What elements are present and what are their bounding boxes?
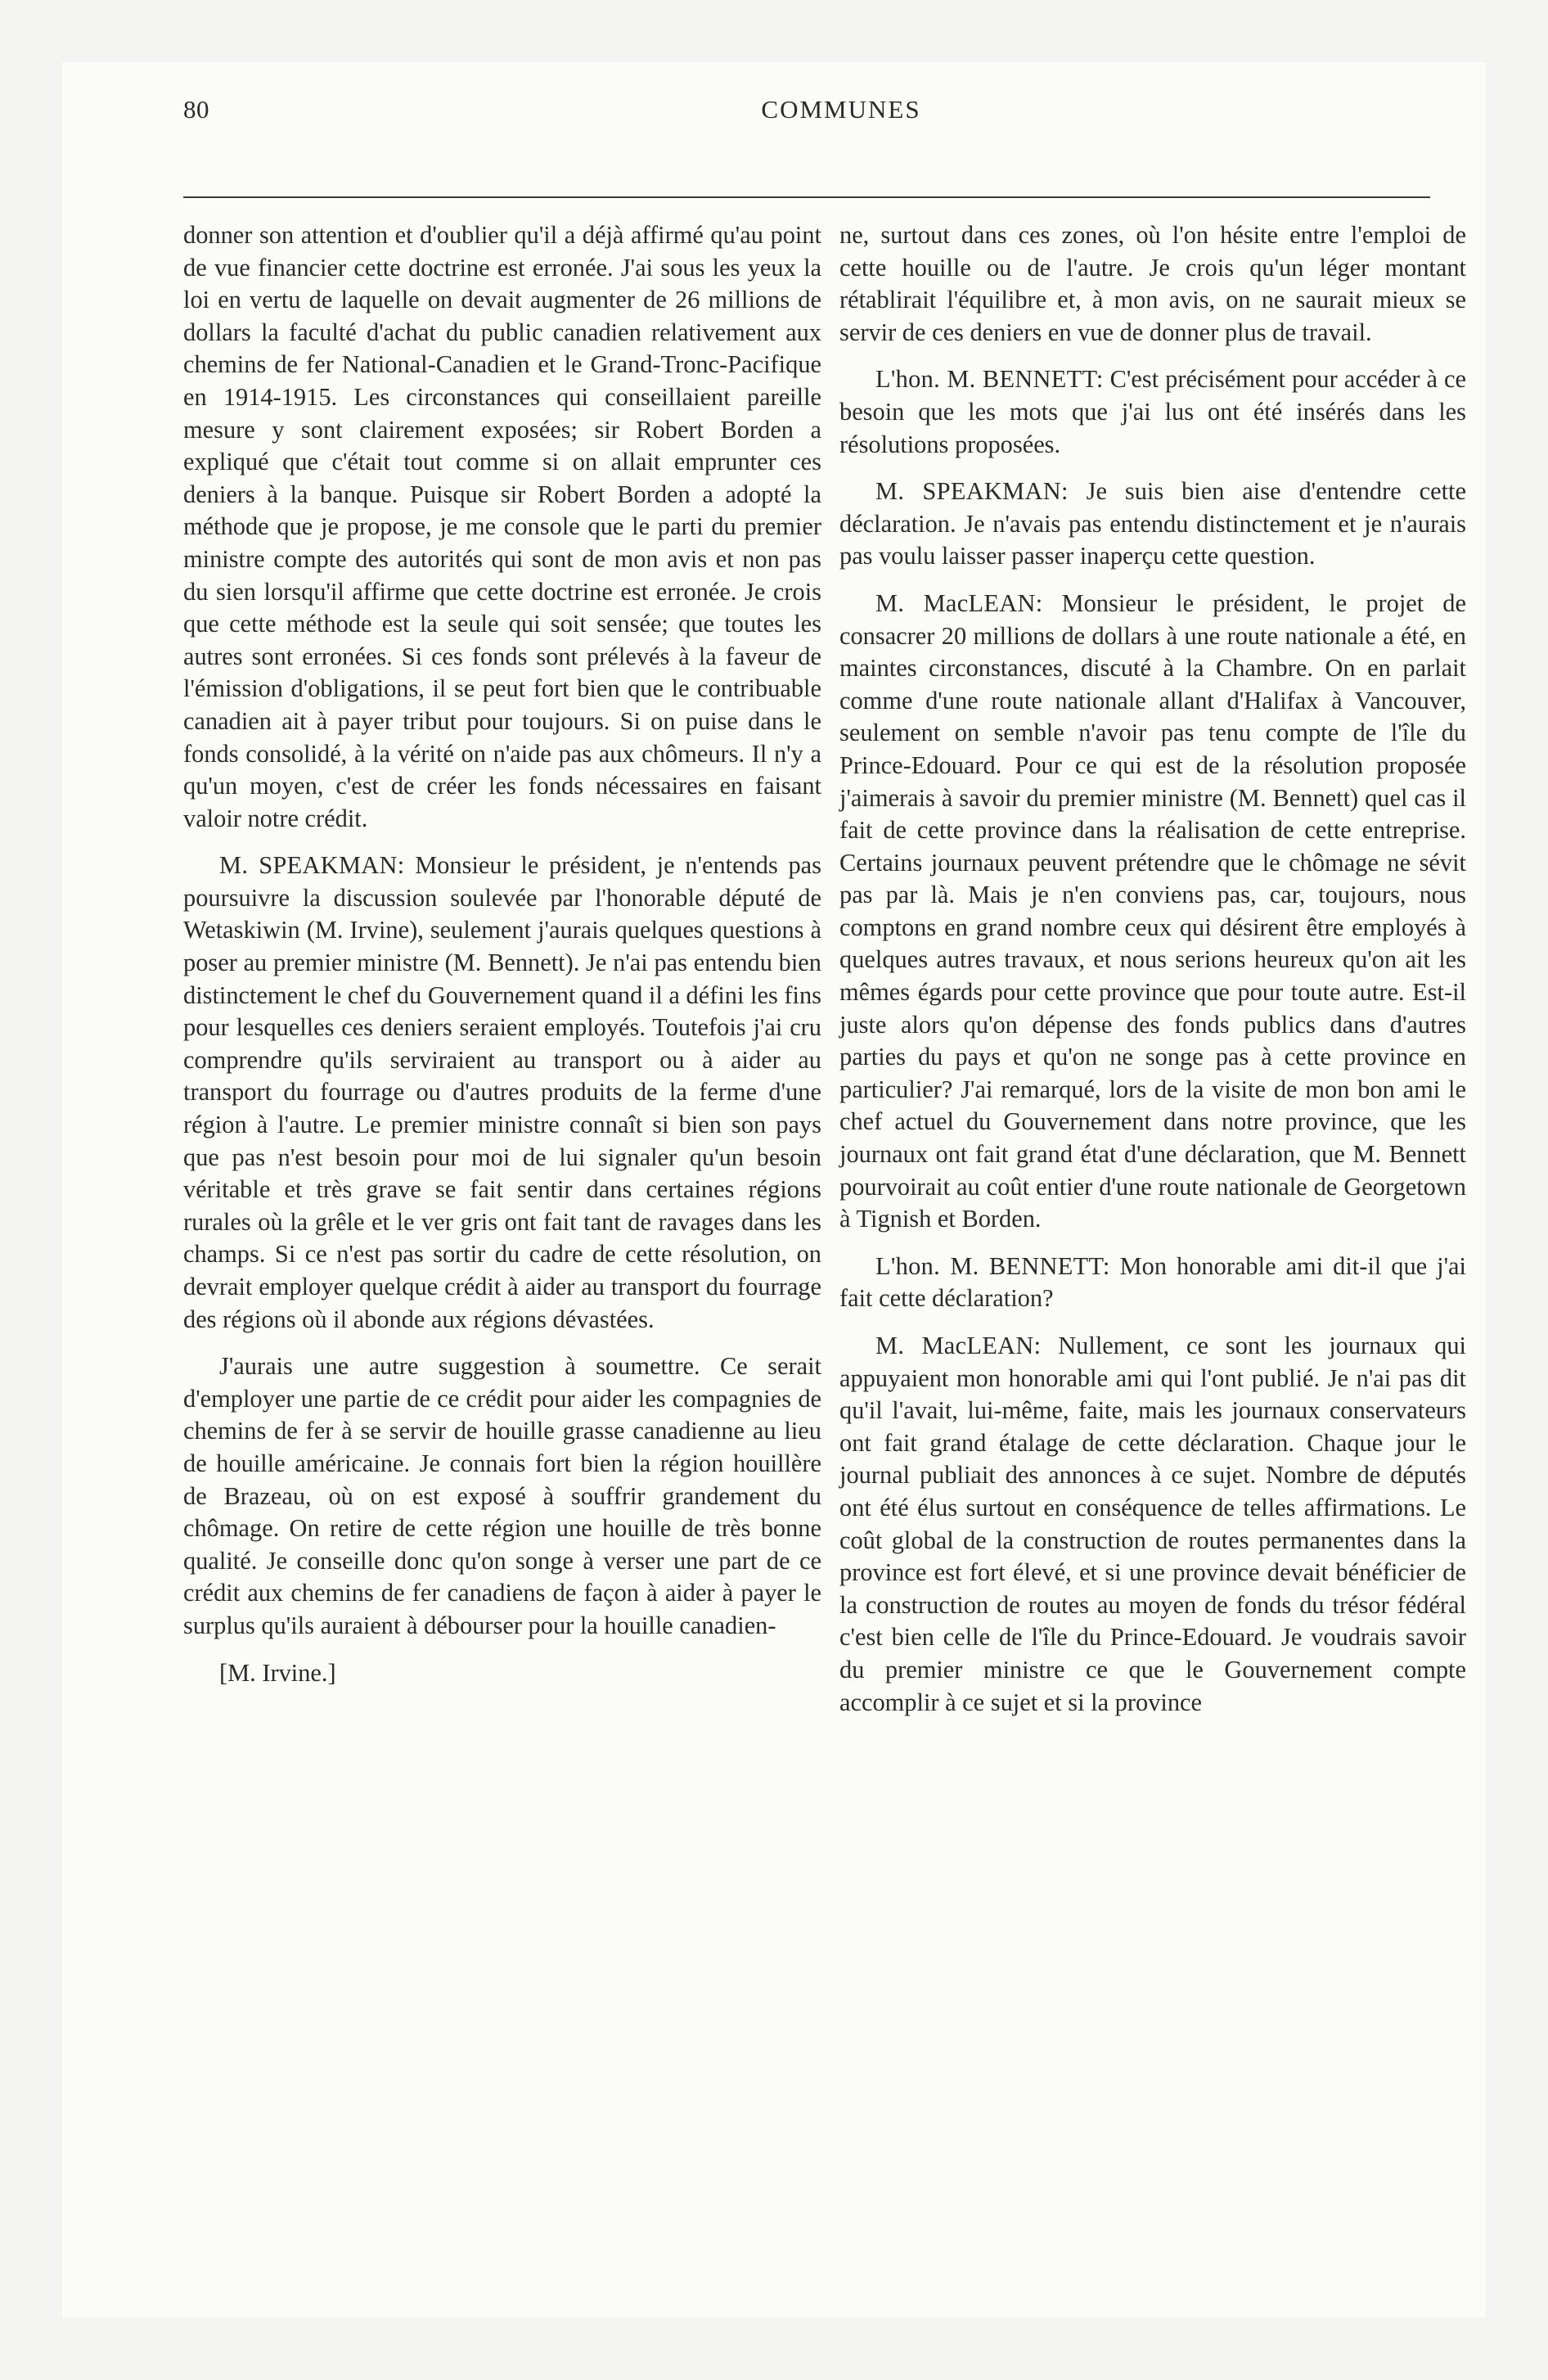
speaker-footer-note: [M. Irvine.] xyxy=(219,1658,336,1687)
page-header xyxy=(183,87,1499,136)
paragraph: ne, surtout dans ces zones, où l'on hésite entre l'emploi de cette houille ou de l'autre. Je crois qu'un léger montant rétablirait l'équilibre et, à mon avis, on ne saurait mieux se servir de ces deniers en vue de donner plus de travail. xyxy=(839,221,1466,346)
paragraph-text: Mon honorable ami dit-il que j'ai fait cette déclaration? xyxy=(839,1251,1466,1313)
speaker-name: L'hon. M. BENNETT: xyxy=(875,365,1104,394)
right-column xyxy=(839,219,1466,1733)
speaker-name: M. MacLEAN: xyxy=(875,1332,1042,1359)
left-column xyxy=(183,219,821,1689)
page-number: 80 xyxy=(183,95,209,124)
paragraph xyxy=(839,363,1466,461)
paragraph: donner son attention et d'oublier qu'il a déjà affirmé qu'au point de vue financier cette doctrine est erronée. J'ai sous les yeux la loi en vertu de laquelle on devait augmenter de 26 millions de dollars la faculté d'achat du public canadien relativement aux chemins de fer National-Canadien et le Grand-Tronc-Pacifique en 1914-1915. Les circonstances qui conseillaient pareille mesure y sont clairement exposées; sir Robert Borden a expliqué que c'était tout comme si on allait emprunter ces deniers à la banque. Puisque sir Robert Borden a adopté la méthode que je propose, je me console que le parti du premier ministre compte des autorités qui sont de mon avis et non pas du sien lorsqu'il affirme que cette doctrine est erronée. Je crois que cette méthode est la seule qui soit sensée; que toutes les autres sont erronées. Si ces fonds sont prélevés à la faveur de l'émission d'obligations, il se peut fort bien que le contribuable canadien ait à payer tribut pour toujours. Si on puise dans le fonds consolidé, à la vérité on n'aide pas aux chômeurs. Il n'y a qu'un moyen, c'est de créer les fonds nécessaires en faisant valoir notre crédit. xyxy=(183,221,821,832)
paragraph-text: Nullement, ce sont les journaux qui appuyaient mon honorable ami qui l'ont publié. Je n'ai pas dit qu'il l'avait, lui-même, faite, mais les journaux conservateurs ont fait grand étalage de cette déclaration. Chaque jour le journal publiait des annonces à ce sujet. Nombre de députés ont été élus surtout en conséquence de telles affirmations. Le coût global de la construction de routes permanentes dans la province est fort élevé, et si une province devait bénéficier de la construction de routes au moyen de fonds du trésor fédéral c'est bien celle de l'île du Prince-Edouard. Je voudrais savoir du premier ministre ce que le Gouvernement compte accomplir à ce sujet et si la province xyxy=(839,1332,1466,1716)
paragraph xyxy=(839,588,1466,1236)
paragraph xyxy=(839,476,1466,573)
speaker-name: M. MacLEAN: xyxy=(875,588,1043,617)
paragraph-text: C'est précisément pour accéder à ce besoin que les mots que j'ai lus ont été insérés dans les résolutions proposées. xyxy=(839,365,1466,458)
paragraph-text: Monsieur le président, le projet de consacrer 20 millions de dollars à une route nationale a été, en maintes circonstances, discuté à la Chambre. On en parlait comme d'une route nationale allant d'Halifax à Vancouver, seulement on semble n'avoir pas tenu compte de l'île du Prince-Edouard. Pour ce qui est de la résolution proposée j'aimerais à savoir du premier ministre (M. Bennett) quel cas il fait de cette province dans la réalisation de cette entreprise. Certains journaux peuvent prétendre que le chômage ne sévit pas par là. Mais je n'en conviens pas, car, toujours, nous comptons en grand nombre ceux qui désirent être employés à quelques autres travaux, et nous serions heureux qu'on ait les mêmes égards pour cette province que pour toute autre. Est-il juste alors qu'on dépense des fonds publics dans d'autres parties du pays et qu'on ne songe pas à cette province en particulier? J'ai remarqué, lors de la visite de mon bon ami le chef actuel du Gouvernement dans notre province, que les journaux ont fait grand état d'une déclaration, que M. Bennett pourvoirait au coût entier d'une route nationale de Georgetown à Tignish et Borden. xyxy=(839,588,1466,1233)
paragraph xyxy=(183,850,821,1336)
paragraph: J'aurais une autre suggestion à soumettre. Ce serait d'employer une partie de ce crédit pour aider les compagnies de chemins de fer à se servir de houille grasse canadienne au lieu de houille américaine. Je connais fort bien la région houillère de Brazeau, où on est exposé à souffrir grandement du chômage. On retire de cette région une houille de très bonne qualité. Je conseille donc qu'on songe à verser une part de ce crédit aux chemins de fer canadiens de façon à aider à payer le surplus qu'ils auraient à débourser pour la houille canadien- xyxy=(183,1352,821,1639)
paragraph-text: Monsieur le président, je n'entends pas poursuivre la discussion soulevée par l'honorable député de Wetaskiwin (M. Irvine), seulement j'aurais quelques questions à poser au premier ministre (M. Bennett). Je n'ai pas entendu bien distinctement le chef du Gouvernement quand il a défini les fins pour lesquelles ces deniers seraient employés. Toutefois j'ai cru comprendre qu'ils serviraient au transport ou à aider au transport du fourrage ou d'autres produits de la ferme d'une région à l'autre. Le premier ministre connaît si bien son pays que pas n'est besoin pour moi de lui signaler qu'un besoin véritable et très grave se fait sentir dans certaines régions rurales où la grêle et le ver gris ont fait tant de ravages dans les champs. Si ce n'est pas sortir du cadre de cette résolution, on devrait employer quelque crédit à aider au transport du fourrage des régions où il abonde aux régions dévastées. xyxy=(183,851,821,1333)
speaker-name: M. SPEAKMAN: xyxy=(875,477,1069,506)
paragraph xyxy=(839,1251,1466,1315)
running-title: COMMUNES xyxy=(761,95,921,124)
speaker-name: L'hon. M. BENNETT: xyxy=(875,1251,1110,1280)
paragraph-text: Je suis bien aise d'entendre cette déclaration. Je n'avais pas entendu distinctement et je n'aurais pas voulu laisser passer inaperçu cette question. xyxy=(839,477,1466,570)
speaker-name: M. SPEAKMAN: xyxy=(219,851,405,880)
paragraph xyxy=(839,1330,1466,1719)
header-rule xyxy=(183,196,1430,198)
